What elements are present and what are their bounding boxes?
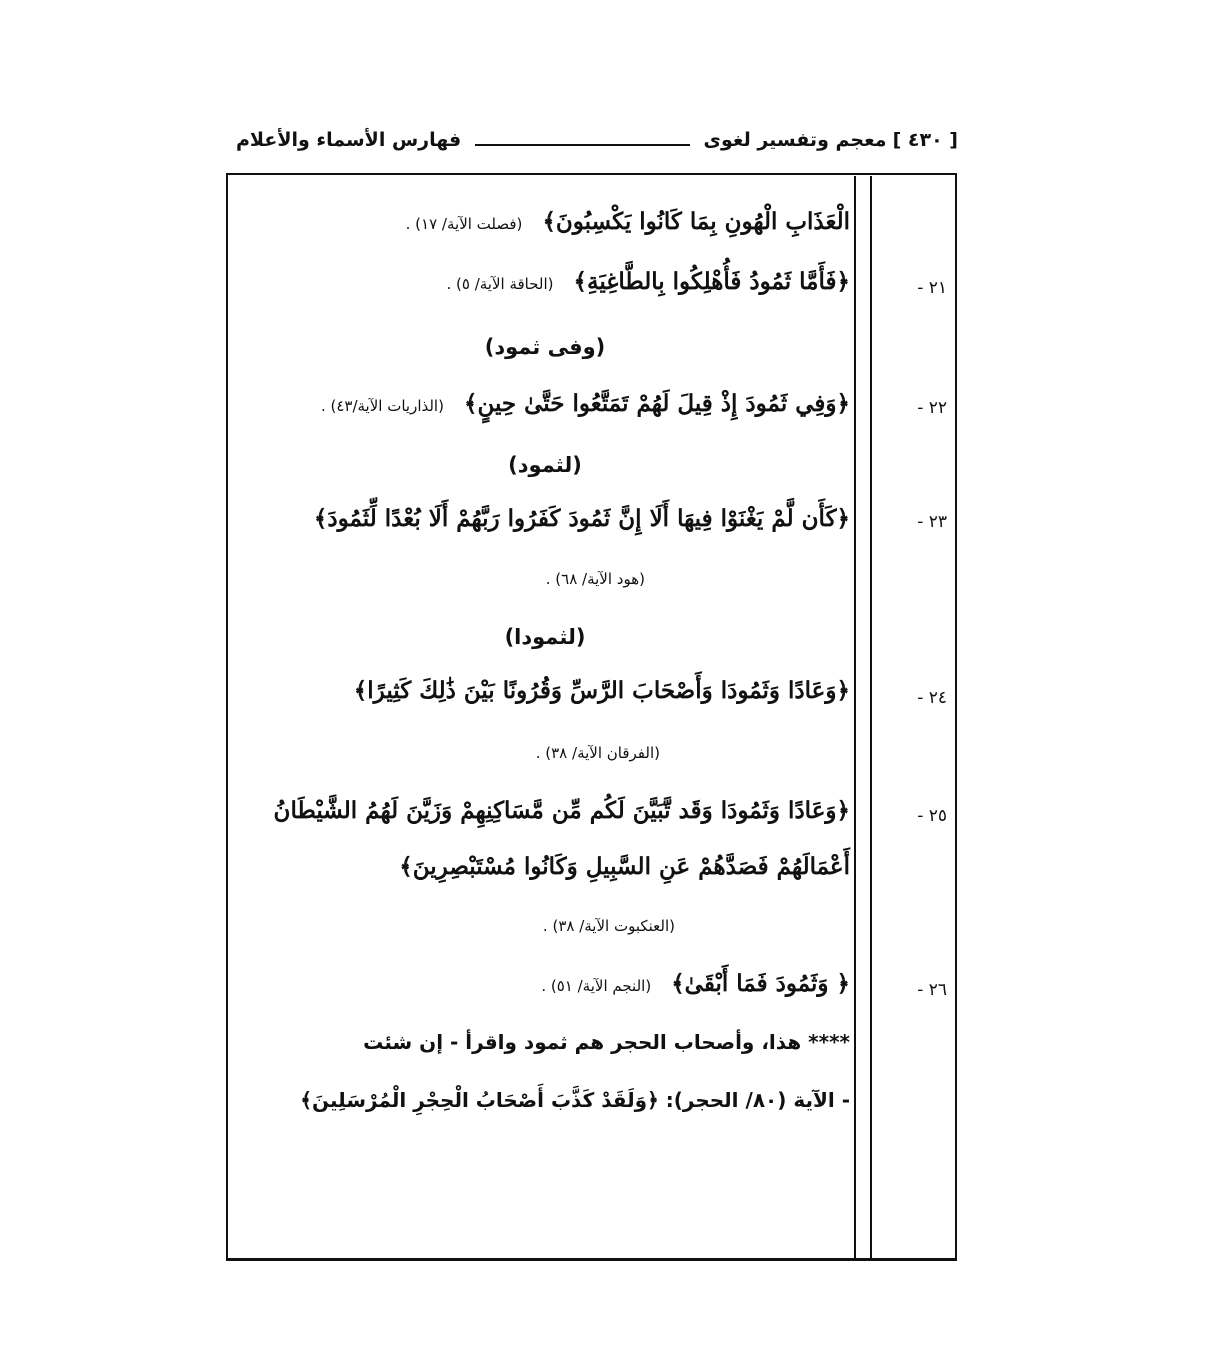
verse-reference: (العنكبوت الآية/ ٣٨) . — [542, 917, 675, 935]
verse-line — [541, 970, 850, 997]
verse-line — [314, 505, 850, 532]
header-rule — [475, 144, 689, 146]
entry-number: ٢٢ - — [917, 398, 947, 418]
verse-reference: (النجم الآية/ ٥١) . — [541, 977, 652, 995]
verse-line — [274, 797, 850, 824]
number-column-divider — [854, 176, 872, 1259]
page-header — [236, 122, 958, 158]
entry-number: ٢٦ - — [917, 980, 947, 1000]
verse-line — [446, 268, 850, 295]
verse-reference: (الذاريات الآية/٤٣) . — [320, 397, 444, 415]
section-title: فهارس الأسماء والأعلام — [236, 129, 462, 151]
verse-text: ﴿وَعَادًا وَثَمُودَا وَقَد تَّبَيَّنَ لَكُم مِّن مَّسَاكِنِهِمْ وَزَيَّنَ لَهُمُ الشَّيْطَانُ — [273, 797, 850, 824]
verse-line — [354, 677, 850, 704]
verse-line — [406, 208, 850, 235]
section-heading: (لثمود) — [508, 453, 582, 477]
verse-reference: (الفرقان الآية/ ٣٨) . — [535, 744, 660, 762]
entry-number: ٢٤ - — [917, 688, 947, 708]
entry-number: ٢٣ - — [917, 512, 947, 532]
verse-line — [321, 390, 850, 417]
verse-text: ﴿وَعَادًا وَثَمُودَا وَأَصْحَابَ الرَّسِّ وَقُرُونًا بَيْنَ ذَٰلِكَ كَثِيرًا﴾ — [353, 677, 850, 704]
entry-number: ٢١ - — [917, 278, 947, 298]
verse-reference: (فصلت الآية/ ١٧) . — [405, 215, 523, 233]
closing-note-line: - الآية (٨٠/ الحجر): ﴿وَلَقَدْ كَذَّبَ أَصْحَابُ الْحِجْرِ الْمُرْسَلِينَ﴾ — [300, 1088, 850, 1112]
verse-text: أَعْمَالَهُمْ فَصَدَّهُمْ عَنِ السَّبِيلِ وَكَانُوا مُسْتَبْصِرِينَ﴾ — [399, 853, 850, 880]
verse-text: الْعَذَابِ الْهُونِ بِمَا كَانُوا يَكْسِبُونَ﴾ — [542, 208, 850, 235]
verse-line — [399, 853, 850, 880]
verse-text: ﴿فَأَمَّا ثَمُودُ فَأُهْلِكُوا بِالطَّاغِيَةِ﴾ — [573, 268, 850, 295]
closing-note-line: **** هذا، وأصحاب الحجر هم ثمود واقرأ - إن شئت — [363, 1030, 850, 1054]
verse-reference: (الحاقة الآية/ ٥) . — [446, 275, 554, 293]
verse-reference: (هود الآية/ ٦٨) . — [545, 570, 645, 588]
page-number: [ ٤٣٠ ] — [892, 129, 958, 151]
book-title: معجم وتفسير لغوى — [703, 129, 887, 151]
verse-text: ﴿كَأَن لَّمْ يَغْنَوْا فِيهَا أَلَا إِنَّ ثَمُودَ كَفَرُوا رَبَّهُمْ أَلَا بُعْدًا لِّثَمُودَ﴾ — [313, 505, 850, 532]
verse-text: ﴿وَفِي ثَمُودَ إِذْ قِيلَ لَهُمْ تَمَتَّعُوا حَتَّىٰ حِينٍ﴾ — [463, 390, 850, 417]
entry-number: ٢٥ - — [917, 806, 947, 826]
section-heading: (لثمودا) — [504, 625, 586, 649]
section-heading: (وفى ثمود) — [484, 335, 606, 359]
verse-text: ﴿ وَثَمُودَ فَمَا أَبْقَىٰ﴾ — [671, 970, 850, 997]
